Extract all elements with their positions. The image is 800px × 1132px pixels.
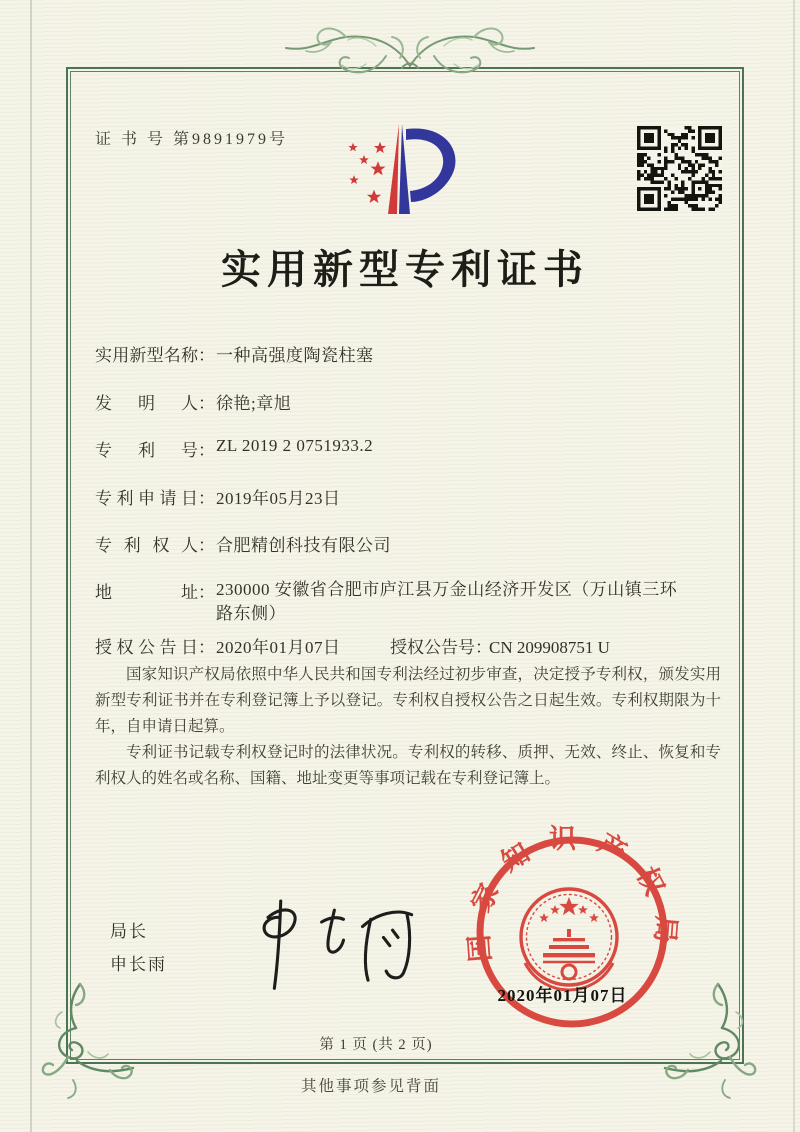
- field-label: 实用新型名称: [95, 346, 198, 365]
- official-seal: [457, 817, 687, 1047]
- field-value: 2019年05月23日: [216, 489, 341, 508]
- field-label: 授权公告号: [390, 638, 475, 657]
- legal-paragraph-2: 专利证书记载专利权登记时的法律状况。专利权的转移、质押、无效、终止、恢复和专利权人的姓名或名称、国籍、地址变更等事项记载在专利登记簿上。: [95, 744, 721, 787]
- field-value: 徐艳;章旭: [216, 394, 292, 413]
- field-label: 专利申请日: [95, 489, 198, 508]
- page-number: 第 1 页 (共 2 页): [319, 1037, 433, 1053]
- field-row-inventors: 发明人：徐艳;章旭: [95, 389, 291, 414]
- field-label: 授权公告日: [95, 638, 198, 657]
- field-label: 专利权人: [95, 536, 198, 555]
- cnipa-ip-logo-icon: [336, 102, 462, 218]
- field-value: 合肥精创科技有限公司: [216, 536, 391, 555]
- field-row-filing-date: 专利申请日：2019年05月23日: [95, 484, 341, 509]
- field-row-name: 实用新型名称：一种高强度陶瓷柱塞: [95, 341, 374, 366]
- field-row-patentee: 专利权人：合肥精创科技有限公司: [95, 531, 391, 556]
- field-label: 地址: [95, 583, 198, 602]
- field-row-grant: 授权公告日：2020年01月07日 授权公告号：CN 209908751 U: [95, 633, 341, 658]
- seal-ring-text: 国家知识产权局: [462, 823, 682, 963]
- commissioner-signature-script: [228, 892, 428, 992]
- field-value: ZL 2019 2 0751933.2: [216, 436, 374, 455]
- paper-edge-left: [30, 0, 32, 1132]
- field-label: 专利号: [95, 441, 198, 460]
- grant-number-group: 授权公告号：CN 209908751 U: [390, 638, 610, 657]
- commissioner-name: 申长雨: [110, 955, 167, 974]
- paper-edge-right: [793, 0, 795, 1132]
- certificate-title: 实用新型专利证书: [221, 247, 589, 292]
- certificate-number: 证 书 号 第9891979号: [95, 131, 289, 148]
- seal-date: 2020年01月07日: [497, 986, 628, 1005]
- field-value: 一种高强度陶瓷柱塞: [216, 346, 374, 365]
- legal-text: [95, 662, 721, 792]
- field-value: CN 209908751 U: [489, 638, 610, 657]
- field-row-address: 地址：230000 安徽省合肥市庐江县万金山经济开发区（万山镇三环路东侧）: [95, 578, 694, 626]
- top-flourish-ornament: [284, 24, 536, 90]
- svg-text:国家知识产权局: [463, 824, 682, 963]
- national-emblem-icon: [521, 889, 617, 990]
- commissioner-title: 局长: [110, 922, 148, 941]
- field-row-patent-number: 专利号：ZL 2019 2 0751933.2: [95, 436, 374, 460]
- field-value: 2020年01月07日: [216, 638, 341, 657]
- field-label: 发明人: [95, 394, 198, 413]
- legal-paragraph-1: 国家知识产权局依照中华人民共和国专利法经过初步审查，决定授予专利权，颁发实用新型专利证书并在专利登记簿上予以登记。专利权自授权公告之日起生效。专利权期限为十年，自申请日起算。: [95, 666, 721, 735]
- qr-code: [637, 126, 722, 211]
- field-value: 230000 安徽省合肥市庐江县万金山经济开发区（万山镇三环路东侧）: [216, 580, 678, 623]
- back-side-note: 其他事项参见背面: [300, 1078, 441, 1095]
